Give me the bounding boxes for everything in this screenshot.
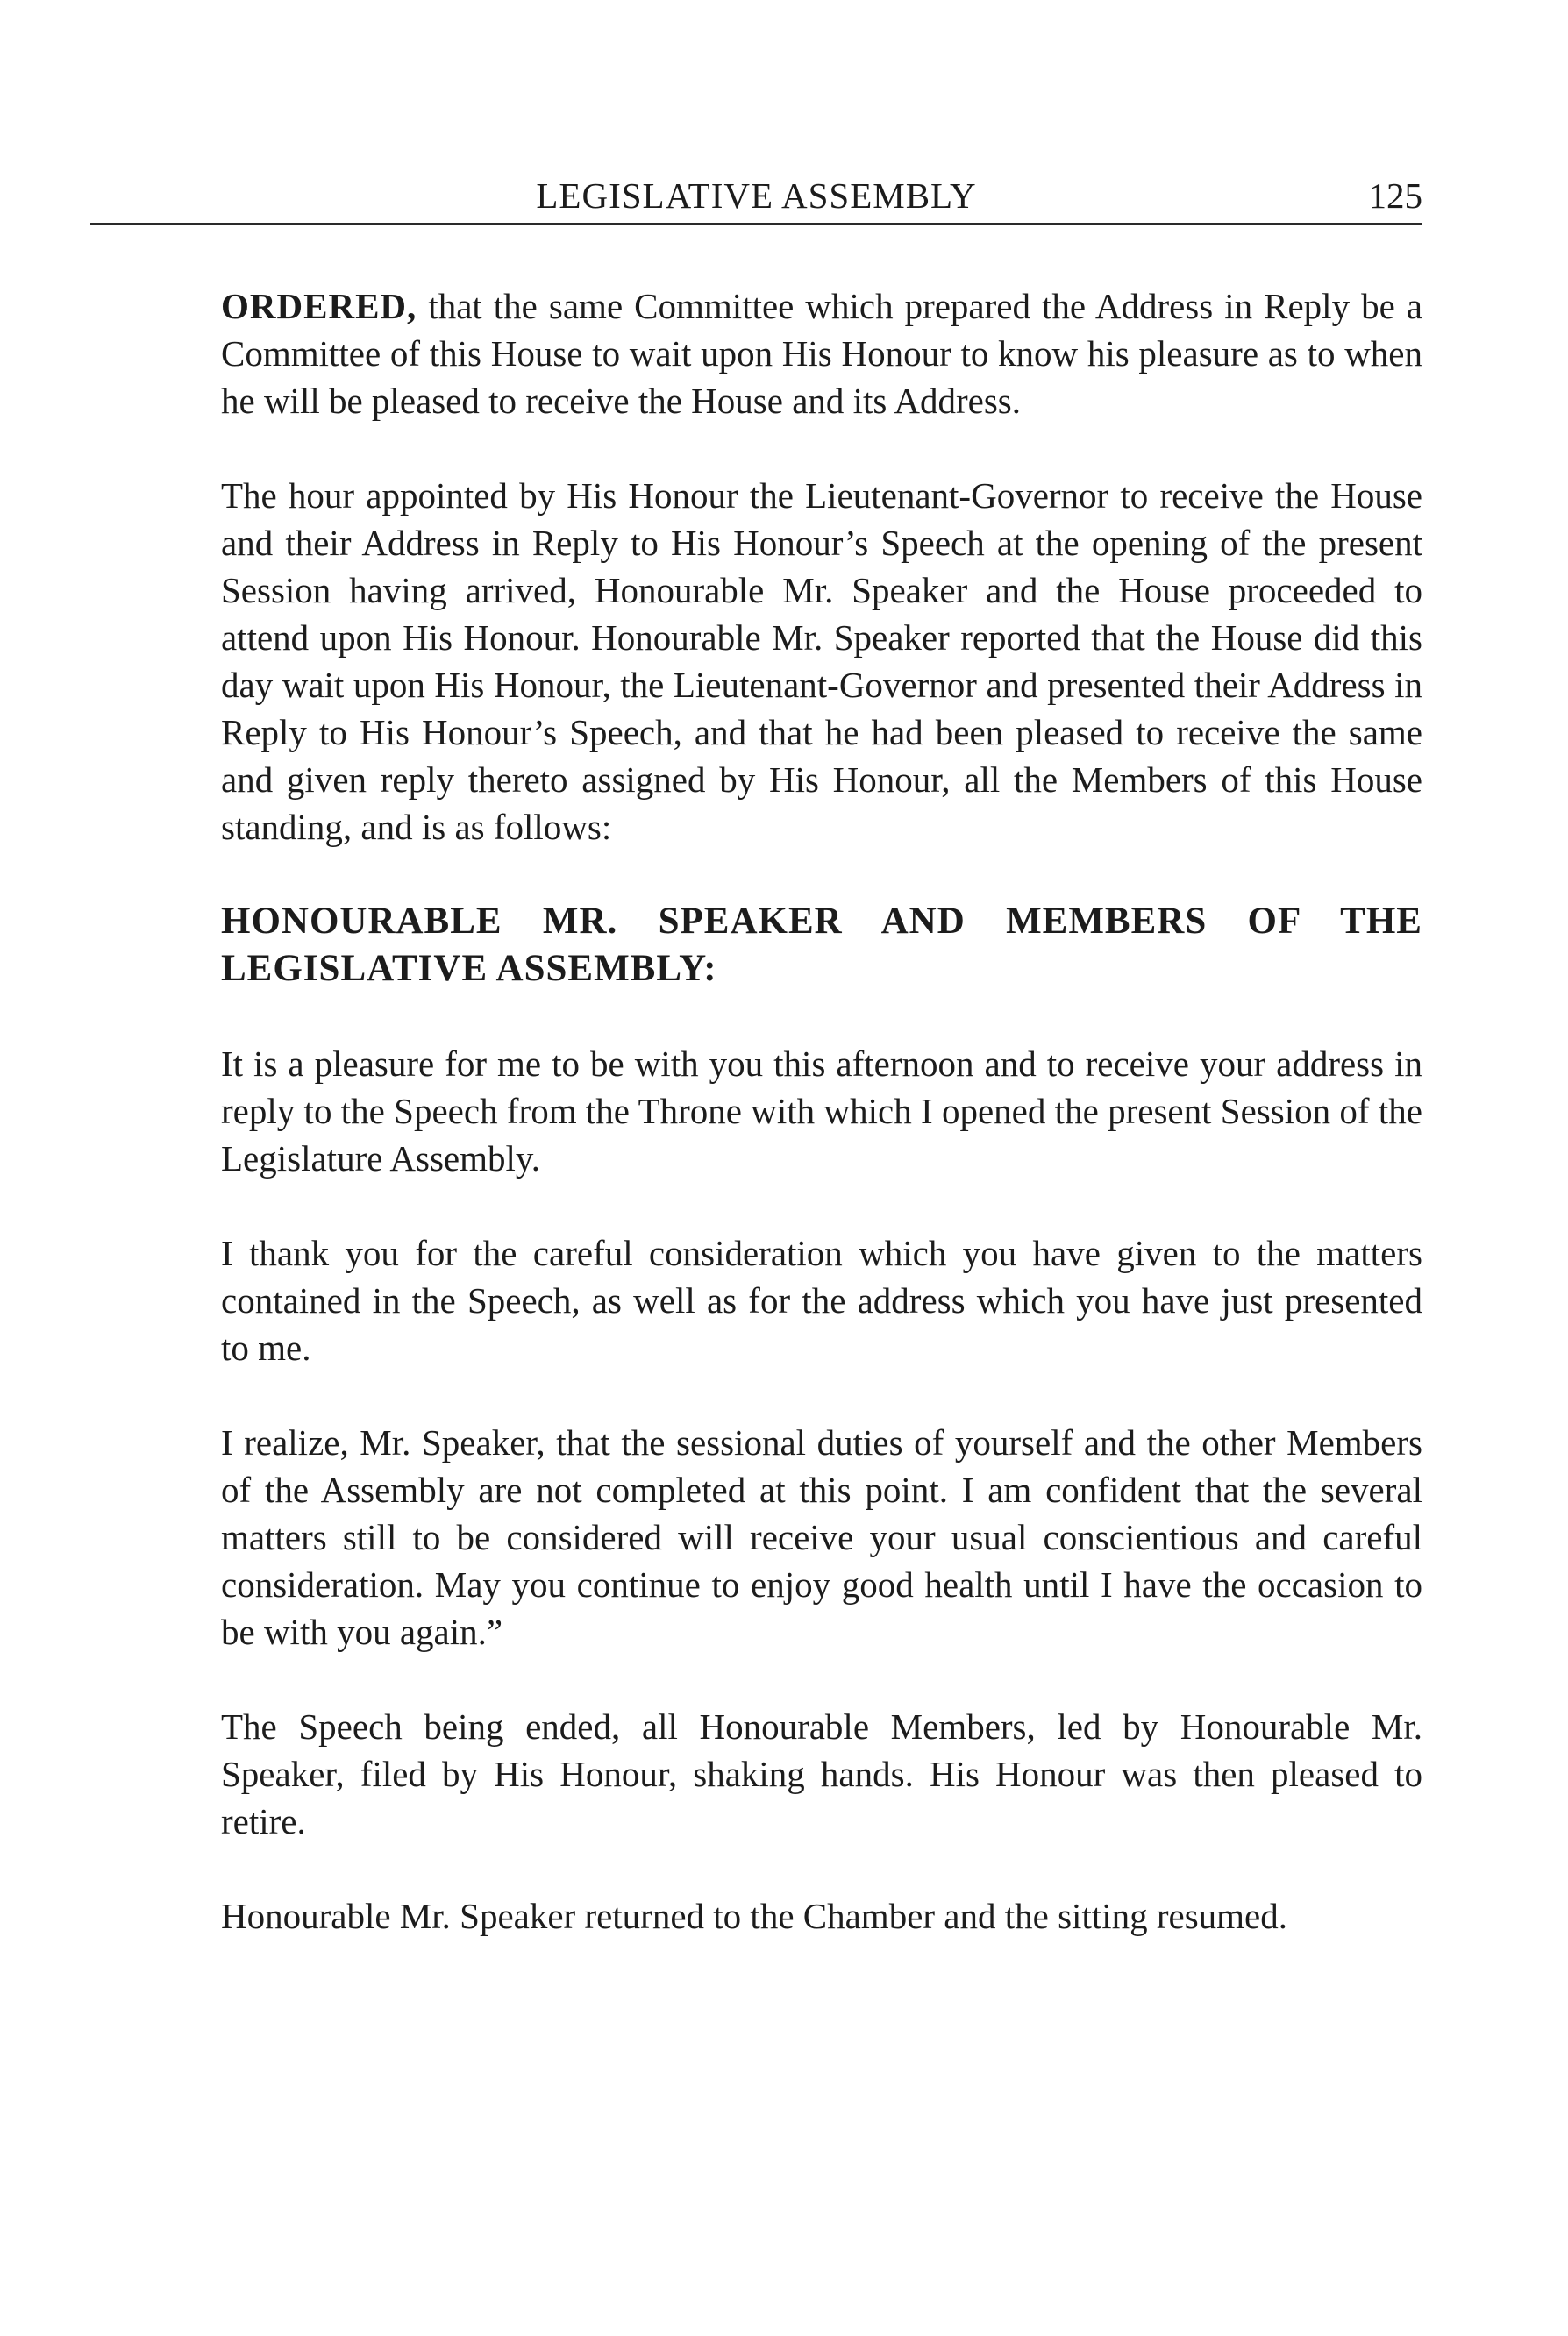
address-salutation-heading: HONOURABLE MR. SPEAKER AND MEMBERS OF THE LEGISLATIVE ASSEMBLY: bbox=[221, 901, 1422, 989]
paragraph-ordered bbox=[221, 282, 1422, 424]
paragraph-proceedings: The hour appointed by His Honour the Lieutenant-Governor to receive the House and their Address in Reply to His Honour’s Speech at the opening of the present Session having arrived, Honourable Mr. Speaker and the House proceeded to attend upon His Honour. Honourable Mr. Speaker reported that the House did this day wait upon His Honour, the Lieutenant-Governor and presented their Address in Reply to His Honour’s Speech, and that he had been pleased to receive the same and given reply thereto assigned by His Honour, all the Members of this House standing, and is as follows: bbox=[221, 475, 1422, 847]
paragraph-speech-ended: The Speech being ended, all Honourable Members, led by Honourable Mr. Speaker, filed by His Honour, shaking hands. His Honour was then pleased to retire. bbox=[221, 1706, 1422, 1841]
running-title: LEGISLATIVE ASSEMBLY bbox=[536, 175, 977, 216]
paragraph-address-closing: I realize, Mr. Speaker, that the sessional duties of yourself and the other Members of the Assembly are not completed at this point. I am confident that the several matters still to be considered will receive your usual conscientious and careful consideration. May you continue to enjoy good health until I have the occasion to be with you again.” bbox=[221, 1422, 1422, 1652]
running-header bbox=[90, 174, 1422, 225]
paragraph-address-opening: It is a pleasure for me to be with you this afternoon and to receive your address in reply to the Speech from the Throne with which I opened the present Session of the Legislature Assembly. bbox=[221, 1043, 1422, 1179]
paragraph-address-thanks: I thank you for the careful consideration which you have given to the matters contained in the Speech, as well as for the address which you have just presented to me. bbox=[221, 1233, 1422, 1368]
ordered-text: that the same Committee which prepared the Address in Reply be a Committee of this House to wait upon His Honour to know his pleasure as to when he will be pleased to receive the House and its Address. bbox=[221, 286, 1422, 421]
ordered-lead-word: ORDERED, bbox=[221, 286, 417, 326]
body-text bbox=[221, 282, 1422, 1987]
page-number: 125 bbox=[1368, 175, 1422, 216]
paragraph-sitting-resumed: Honourable Mr. Speaker returned to the Chamber and the sitting resumed. bbox=[221, 1896, 1288, 1936]
